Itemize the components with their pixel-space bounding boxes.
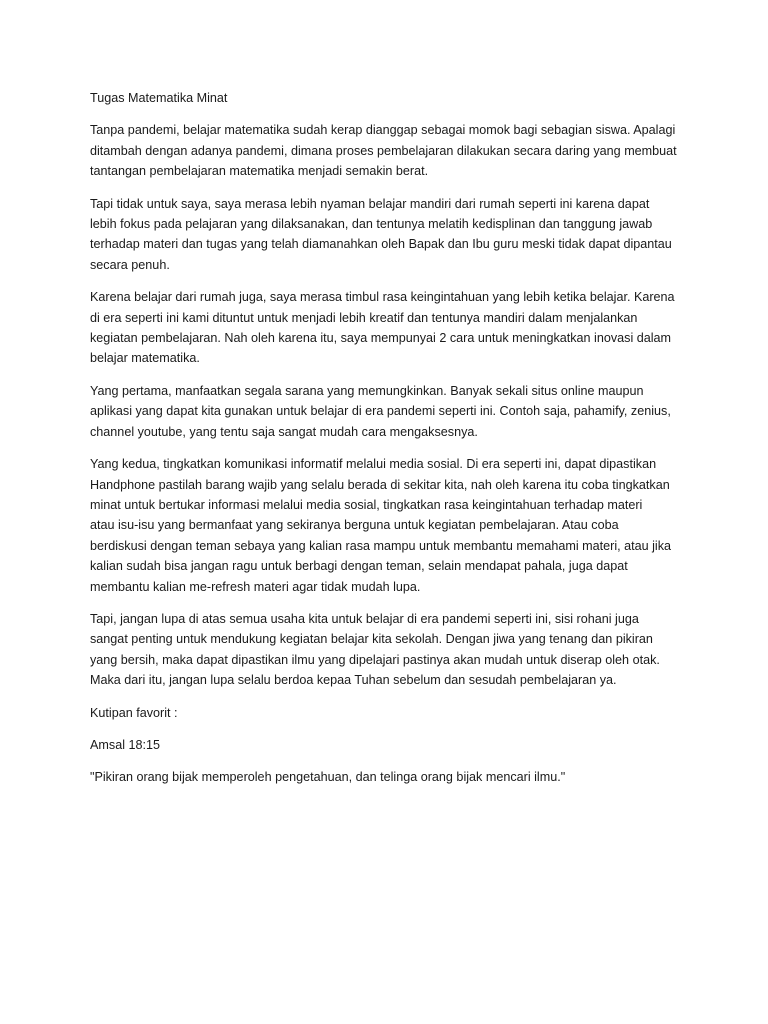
text-line: atau isu-isu yang bermanfaat yang sekiranya berguna untuk kegiatan pembelajaran. Atau coba <box>90 518 619 533</box>
text-line: Karena belajar dari rumah juga, saya merasa timbul rasa keingintahuan yang lebih ketika belajar. Karena <box>90 290 675 305</box>
text-line: ditambah dengan adanya pandemi, dimana proses pembelajaran dilakukan secara daring yang membuat <box>90 143 677 158</box>
paragraph-first-method <box>90 381 698 442</box>
text-line: Handphone pastilah barang wajib yang selalu berada di sekitar kita, nah oleh karena itu coba tingkatkan <box>90 477 670 492</box>
text-line: minat untuk bertukar informasi melalui media sosial, tingkatkan rasa keingintahuan terhadap materi <box>90 497 643 512</box>
quote-source <box>90 735 698 755</box>
text-line: Tapi, jangan lupa di atas semua usaha kita untuk belajar di era pandemi seperti ini, sisi rohani juga <box>90 611 639 626</box>
text-line: "Pikiran orang bijak memperoleh pengetahuan, dan telinga orang bijak mencari ilmu." <box>90 770 566 785</box>
text-line: aplikasi yang dapat kita gunakan untuk belajar di era pandemi seperti ini. Contoh saja, pahamify, zenius, <box>90 404 671 419</box>
text-line: channel youtube, yang tentu saja sangat mudah cara mengaksesnya. <box>90 424 478 439</box>
text-line: Tapi tidak untuk saya, saya merasa lebih nyaman belajar mandiri dari rumah seperti ini karena dapat <box>90 196 650 211</box>
paragraph-curiosity <box>90 287 698 369</box>
paragraph-personal-view <box>90 194 698 276</box>
text-line: Yang pertama, manfaatkan segala sarana yang memungkinkan. Banyak sekali situs online maupun <box>90 383 644 398</box>
text-line: Kutipan favorit : <box>90 705 178 720</box>
text-line: lebih fokus pada pelajaran yang dilaksanakan, dan tentunya melatih kedisplinan dan tanggung jawab <box>90 217 653 232</box>
quote-text <box>90 767 698 787</box>
paragraph-spiritual <box>90 609 698 691</box>
text-line: Maka dari itu, jangan lupa selalu berdoa kepaa Tuhan sebelum dan sesudah pembelajaran ya. <box>90 673 617 688</box>
text-line: secara penuh. <box>90 257 170 272</box>
text-line: kalian sudah bisa jangan ragu untuk berbagi dengan teman, selain mendapat pahala, juga dapat <box>90 559 628 574</box>
text-line: yang bersih, maka dapat dipastikan ilmu yang dipelajari pastinya akan mudah untuk diserap oleh otak. <box>90 652 660 667</box>
favorite-quote-heading <box>90 703 698 723</box>
text-line: berdiskusi dengan teman sebaya yang kalian rasa mampu untuk membantu memahami materi, atau jika <box>90 538 672 553</box>
document-title: Tugas Matematika Minat <box>90 91 228 105</box>
text-line: Amsal 18:15 <box>90 737 161 752</box>
text-line: di era seperti ini kami dituntut untuk menjadi lebih kreatif dan tentunya mandiri dalam menjalankan <box>90 310 638 325</box>
text-line: tantangan pembelajaran matematika menjadi semakin berat. <box>90 164 429 179</box>
text-line: membantu kalian me-refresh materi agar tidak mudah lupa. <box>90 579 421 594</box>
text-line: sangat penting untuk mendukung kegiatan belajar kita sekolah. Dengan jiwa yang tenang dan pikiran <box>90 632 653 647</box>
text-line: Yang kedua, tingkatkan komunikasi informatif melalui media sosial. Di era seperti ini, dapat dipastikan <box>90 457 657 472</box>
text-line: Tanpa pandemi, belajar matematika sudah kerap dianggap sebagai momok bagi sebagian siswa. Apalagi <box>90 123 676 138</box>
text-line: belajar matematika. <box>90 351 200 366</box>
paragraph-second-method <box>90 454 698 597</box>
text-line: kegiatan pembelajaran. Nah oleh karena itu, saya mempunyai 2 cara untuk meningkatkan inovasi dalam <box>90 331 672 346</box>
paragraph-intro <box>90 120 698 181</box>
text-line: terhadap materi dan tugas yang telah diamanahkan oleh Bapak dan Ibu guru meski tidak dapat dipantau <box>90 237 672 252</box>
